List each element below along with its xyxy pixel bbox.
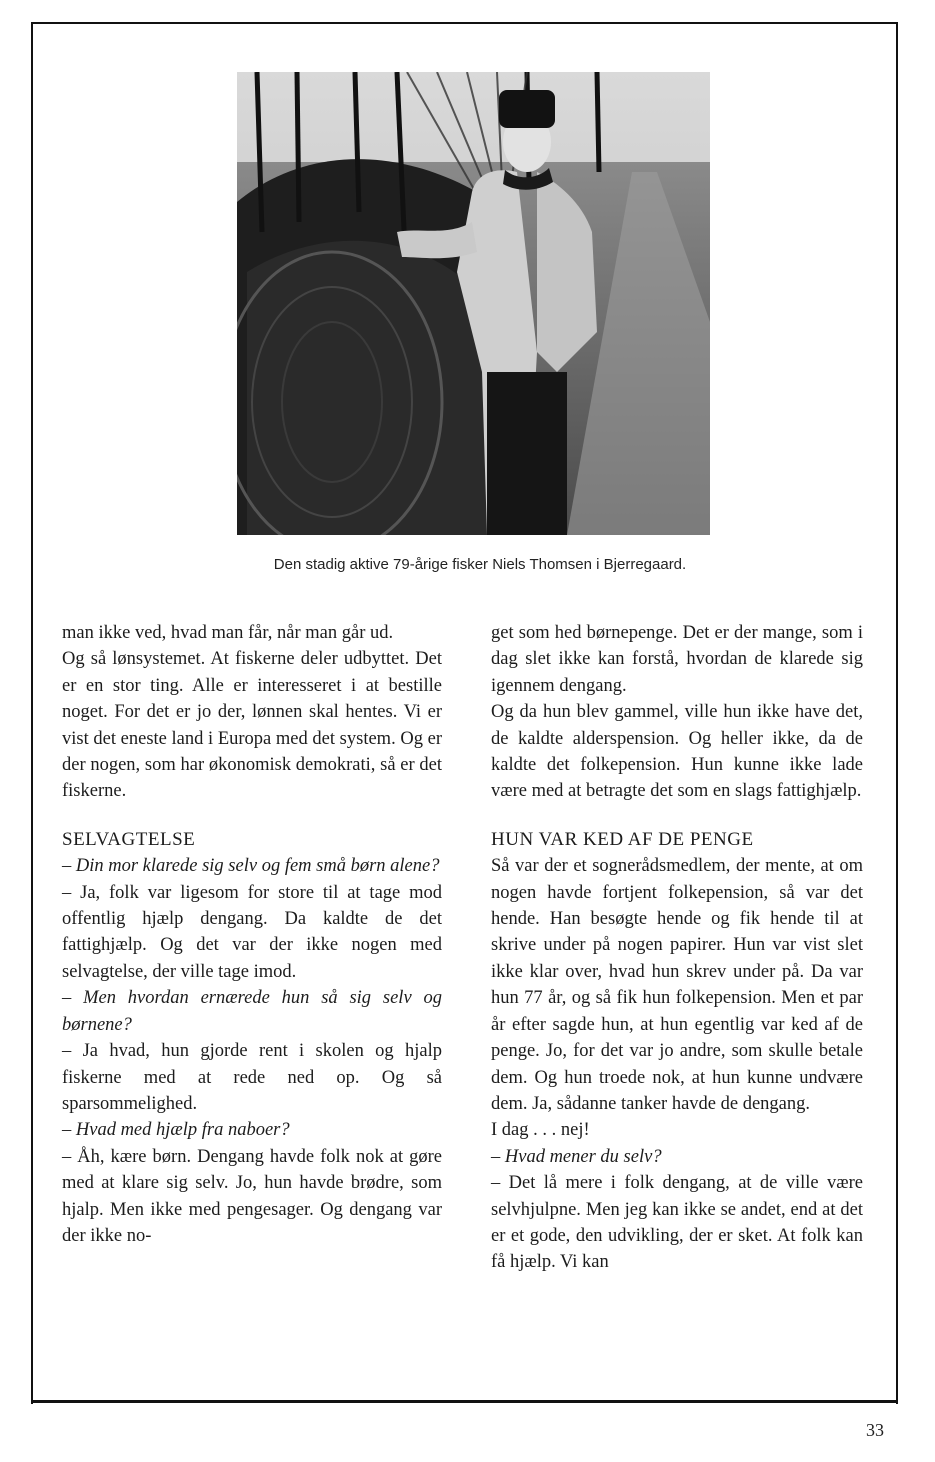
paragraph: man ikke ved, hvad man får, når man går ud.	[62, 623, 394, 643]
interview-answer: – Åh, kære børn. Dengang havde folk nok at gøre med at klare sig selv. Jo, hun havde brødre, som hjalp. Men ikke med pengesager. Og dengang var der ikke no-	[62, 1146, 442, 1246]
photo-caption: Den stadig aktive 79-årige fisker Niels Thomsen i Bjerregaard.	[273, 556, 687, 573]
photo-illustration	[237, 72, 710, 535]
paragraph: Og da hun blev gammel, ville hun ikke have det, de kaldte alderspension. Og heller ikke, da de kaldte det folkepension. Hun kunne ikke lade være med at betragte det som en slags fattighjælp.	[491, 702, 863, 802]
section-heading: HUN VAR KED AF DE PENGE	[491, 828, 754, 850]
interview-question: – Hvad med hjælp fra naboer?	[62, 1120, 290, 1141]
interview-answer: – Ja, folk var ligesom for store til at tage mod offentlig hjælp dengang. Da kaldte de det fattighjælp. Og det var der ikke nogen med selvagtelse, der ville tage imod.	[62, 882, 442, 982]
fisherman-photo	[237, 72, 710, 535]
interview-question: – Din mor klarede sig selv og fem små børn alene?	[62, 856, 440, 877]
interview-answer: – Ja hvad, hun gjorde rent i skolen og hjalp fiskerne med at rede ned op. Og så sparsommelighed.	[62, 1041, 442, 1114]
left-column	[62, 620, 442, 1249]
paragraph: Så var der et sognerådsmedlem, der mente, at om nogen havde fortjent folkepension, så var det hende. Han besøgte hende og fik hende til at skrive under på nogen papirer. Hun var vist slet ikke klar over, hvad hun skrev under på. Da var hun 77 år, og så fik hun folkepension. Men et par år efter sagde hun, at hun egentlig var ked af de penge. Jo, for det var jo andre, som skulle betale dem. Og hun troede nok, at hun kunne undvære dem. Ja, sådanne tanker havde de dengang.	[491, 856, 863, 1114]
interview-question: – Men hvordan ernærede hun så sig selv og børnene?	[62, 988, 442, 1035]
paragraph: get som hed børnepenge. Det er der mange, som i dag slet ikke kan forstå, hvordan de klarede sig igennem dengang.	[491, 623, 863, 696]
page-frame-bottom-rule	[31, 1400, 898, 1403]
page-number: 33	[866, 1420, 884, 1440]
interview-answer: – Det lå mere i folk dengang, at de ville være selvhjulpne. Men jeg kan ikke se andet, end at det er et gode, den udvikling, der er sket. At folk kan få hjælp. Vi kan	[491, 1173, 863, 1273]
right-column	[491, 620, 863, 1276]
interview-question: – Hvad mener du selv?	[491, 1146, 662, 1167]
section-heading: SELVAGTELSE	[62, 828, 196, 850]
paragraph: I dag . . . nej!	[491, 1120, 590, 1141]
paragraph: Og så lønsystemet. At fiskerne deler udbyttet. Det er en stor ting. Alle er interesseret i at bestille noget. For det er jo der, lønnen skal hentes. Vi er vist det eneste land i Europa med det system. Og er der nogen, som har økonomisk demokrati, så er det fiskerne.	[62, 649, 442, 802]
